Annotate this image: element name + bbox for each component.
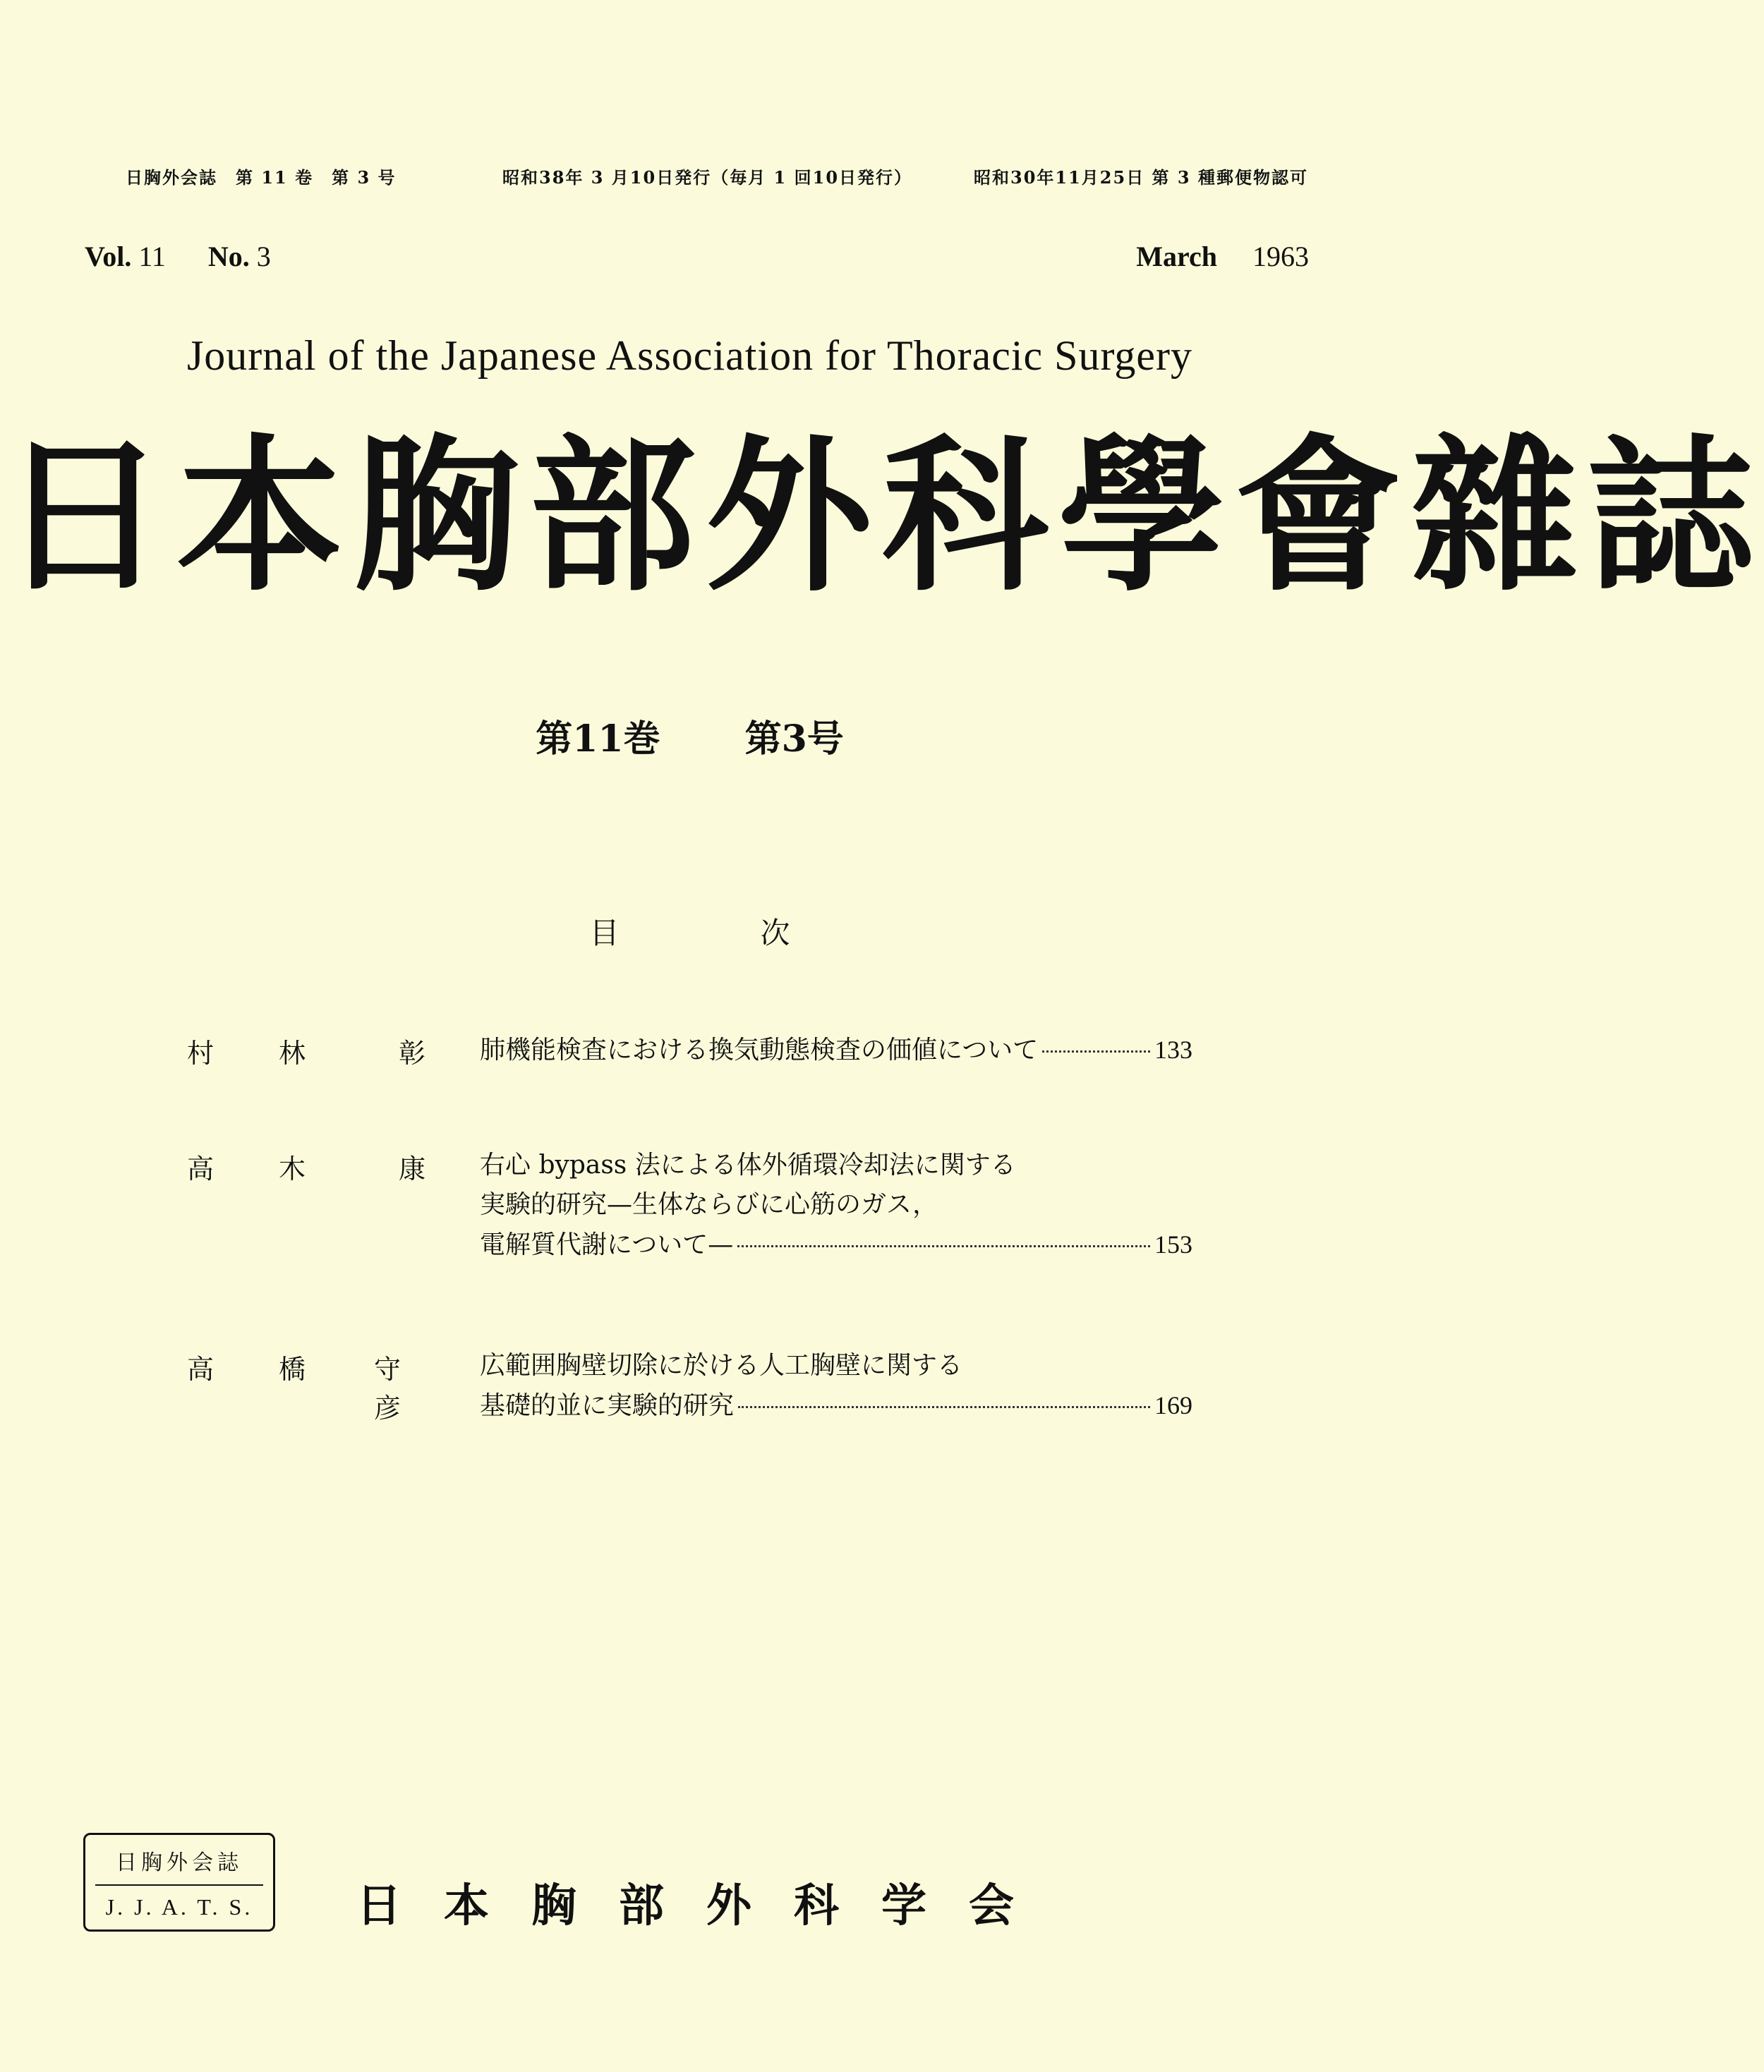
pub-info-volume: 日胸外会誌 第 11 卷 第 3 号 [126, 167, 397, 188]
issue-number [0, 709, 1379, 762]
pub-info-date: 昭和38年 3 月10日発行（毎月 1 回10日発行） [502, 167, 913, 188]
leader-dots [1042, 1050, 1150, 1053]
journal-abbreviation-box [83, 1833, 275, 1932]
issue-volume: 第11巻 [536, 717, 660, 761]
toc-entry [480, 1146, 1192, 1264]
logo-abbrev-japanese: 日胸外会誌 [116, 1850, 243, 1875]
toc-title-line: 肺機能検査における換気動態検査の価値について [480, 1036, 1039, 1065]
leader-dots [738, 1405, 1150, 1408]
toc-heading: 目 次 [589, 916, 790, 950]
toc-entry [480, 1030, 1192, 1070]
toc-title-line: 右心 bypass 法による体外循環冷却法に関する [480, 1151, 1016, 1180]
toc-title-line: 実験的研究—生体ならびに心筋のガス， [480, 1190, 938, 1219]
publication-info [0, 164, 1379, 192]
toc-entry [480, 1346, 1192, 1425]
toc-title-line: 電解質代謝について— [480, 1230, 734, 1259]
toc-title-line: 基礎的並に実験的研究 [480, 1391, 735, 1420]
leader-dots [737, 1244, 1150, 1247]
toc-page-number: 133 [1154, 1036, 1192, 1064]
volume-number: Vol. 11 No. 3 [85, 241, 271, 272]
toc-title-line: 広範囲胸壁切除に於ける人工胸壁に関する [480, 1351, 963, 1380]
toc-author: 村 林 彰 [187, 1038, 426, 1069]
toc-page-number: 153 [1154, 1230, 1192, 1259]
toc-author: 高 木 康 [187, 1153, 426, 1185]
logo-divider [95, 1884, 263, 1886]
journal-title-english: Journal of the Japanese Association for Thoracic Surgery [186, 332, 1193, 379]
issue-date: March 1963 [1136, 241, 1309, 272]
logo-abbrev-english: J. J. A. T. S. [105, 1894, 253, 1920]
pub-info-postal: 昭和30年11月25日 第 3 種郵便物認可 [974, 167, 1308, 188]
journal-title-japanese: 日本胸部外科學會雜誌 [0, 420, 1764, 614]
toc-page-number: 169 [1154, 1391, 1192, 1419]
publisher-name: 日本胸部外科学会 [356, 1880, 1056, 1932]
issue-no: 第3号 [744, 717, 844, 761]
toc-author: 高 橋 守彦 [187, 1354, 401, 1424]
